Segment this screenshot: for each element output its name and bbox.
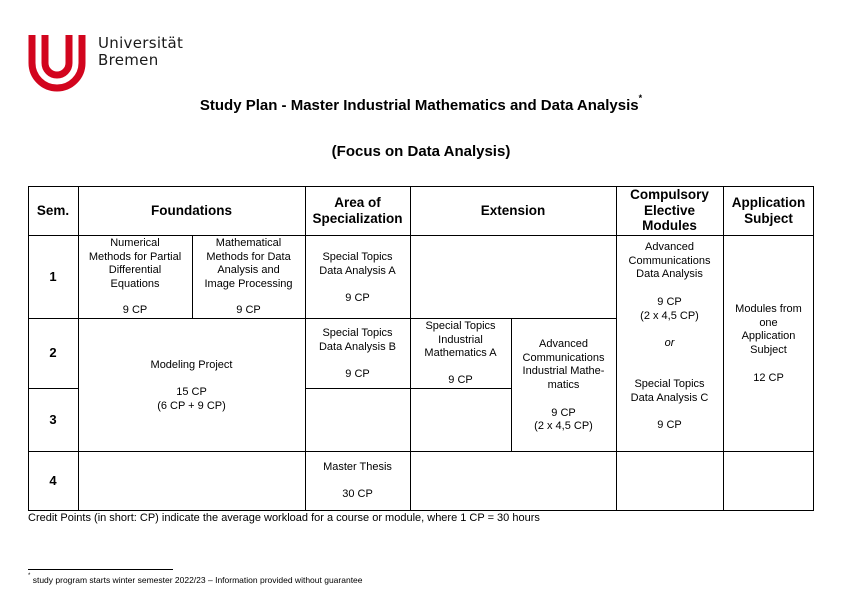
thesis-cp: 30 CP bbox=[342, 488, 373, 501]
header-app-line1: Application bbox=[731, 195, 806, 210]
module-master-thesis bbox=[305, 461, 410, 510]
header-foundations-label: Foundations bbox=[151, 202, 232, 218]
adv-comm-da-cp-split: (2 x 4,5 CP) bbox=[640, 309, 699, 322]
special-b-line2: Data Analysis B bbox=[318, 340, 397, 353]
footnote-mark: * bbox=[28, 573, 31, 580]
module-special-topics-da-a bbox=[305, 251, 410, 318]
alternative-or: or bbox=[664, 336, 675, 349]
header-sem bbox=[28, 186, 78, 235]
app-line4: Subject bbox=[750, 344, 787, 357]
header-foundations bbox=[78, 186, 305, 235]
page-subtitle: (Focus on Data Analysis) bbox=[331, 143, 511, 160]
footnote bbox=[28, 575, 363, 585]
semester-4-label: 4 bbox=[49, 472, 57, 488]
module-numerical-methods bbox=[78, 237, 192, 318]
special-c-line1: Special Topics bbox=[634, 377, 705, 390]
university-name bbox=[98, 35, 183, 69]
adv-comm-im-cp-split: (2 x 4,5 CP) bbox=[534, 420, 593, 433]
module-advanced-comm-im bbox=[511, 338, 616, 451]
special-a-line2: Data Analysis A bbox=[319, 264, 396, 277]
adv-comm-im-line2: Communications bbox=[522, 351, 605, 364]
module-application-subject bbox=[723, 303, 814, 451]
special-b-line1: Special Topics bbox=[322, 327, 393, 339]
module-special-topics-im-a bbox=[410, 320, 511, 388]
app-cp: 12 CP bbox=[753, 371, 784, 384]
header-sem-label: Sem. bbox=[36, 202, 70, 218]
university-name-line1: Universität bbox=[98, 34, 184, 52]
header-area-of-specialization bbox=[305, 186, 410, 235]
header-extension-label: Extension bbox=[480, 202, 546, 218]
semester-1-label: 1 bbox=[49, 268, 57, 284]
header-extension bbox=[410, 186, 616, 235]
mathematical-line4: Image Processing bbox=[204, 278, 293, 291]
app-line1: Modules from bbox=[735, 303, 802, 315]
mathematical-line3: Analysis and bbox=[217, 264, 280, 277]
semester-2 bbox=[28, 318, 78, 388]
footnote-text: study program starts winter semester 2022/23 – Information provided without guarantee bbox=[32, 575, 363, 585]
app-line3: Application bbox=[741, 330, 796, 343]
module-special-topics-da-b bbox=[305, 327, 410, 388]
modeling-cp: 15 CP bbox=[176, 386, 207, 399]
special-ind-line1: Special Topics bbox=[425, 320, 496, 332]
semester-1 bbox=[28, 235, 78, 318]
special-a-cp: 9 CP bbox=[345, 292, 370, 305]
module-mathematical-methods bbox=[192, 237, 305, 318]
adv-comm-im-line4: matics bbox=[547, 379, 580, 392]
thesis-title: Master Thesis bbox=[323, 461, 392, 473]
header-compulsory-elective bbox=[616, 186, 723, 235]
numerical-line1: Numerical bbox=[110, 237, 160, 249]
numerical-cp: 9 CP bbox=[122, 304, 148, 317]
header-comp-line2: Elective bbox=[643, 202, 696, 218]
university-logo-icon bbox=[28, 35, 86, 93]
adv-comm-im-line3: Industrial Mathe- bbox=[522, 365, 605, 378]
special-ind-cp: 9 CP bbox=[448, 374, 473, 387]
modeling-title: Modeling Project bbox=[150, 359, 233, 371]
adv-comm-da-line1: Advanced bbox=[645, 241, 694, 253]
special-c-line2: Data Analysis C bbox=[630, 391, 709, 404]
semester-2-label: 2 bbox=[49, 345, 57, 361]
footnote-divider bbox=[28, 569, 173, 570]
module-modeling-project bbox=[78, 359, 305, 451]
modeling-cp-split: (6 CP + 9 CP) bbox=[157, 400, 226, 413]
title-footnote-mark: * bbox=[638, 93, 643, 103]
special-b-cp: 9 CP bbox=[345, 368, 370, 381]
header-area-line1: Area of bbox=[334, 195, 381, 210]
adv-comm-im-cp: 9 CP bbox=[551, 406, 576, 419]
mathematical-line1: Mathematical bbox=[215, 237, 282, 249]
semester-3-label: 3 bbox=[49, 411, 57, 427]
header-application-subject bbox=[723, 186, 814, 235]
special-ind-line3: Mathematics A bbox=[424, 347, 497, 360]
module-compulsory-elective bbox=[616, 241, 723, 451]
header-comp-line3: Modules bbox=[642, 218, 697, 234]
adv-comm-da-line2: Communications bbox=[628, 254, 711, 267]
header-comp-line1: Compulsory bbox=[630, 187, 709, 203]
numerical-line2: Methods for Partial bbox=[88, 250, 182, 263]
special-a-line1: Special Topics bbox=[322, 251, 393, 263]
header-area-line2: Specialization bbox=[312, 210, 403, 226]
credit-points-note: Credit Points (in short: CP) indicate the average workload for a course or module, where 1 CP = 30 hours bbox=[28, 512, 540, 524]
numerical-line3: Differential bbox=[108, 264, 162, 277]
header-app-line2: Subject bbox=[744, 210, 793, 226]
university-logo bbox=[28, 35, 188, 93]
adv-comm-da-line3: Data Analysis bbox=[636, 268, 703, 281]
mathematical-line2: Methods for Data bbox=[206, 250, 291, 263]
semester-4 bbox=[28, 451, 78, 510]
university-name-line2: Bremen bbox=[98, 51, 159, 69]
special-ind-line2: Industrial bbox=[438, 333, 483, 346]
mathematical-cp: 9 CP bbox=[236, 304, 261, 317]
adv-comm-da-cp: 9 CP bbox=[657, 295, 682, 308]
adv-comm-im-line1: Advanced bbox=[539, 338, 588, 350]
app-line2: one bbox=[759, 316, 778, 329]
page-title-text: Study Plan - Master Industrial Mathematics and Data Analysis bbox=[199, 97, 639, 114]
special-c-cp: 9 CP bbox=[657, 419, 682, 432]
page-title bbox=[0, 93, 842, 114]
numerical-line4: Equations bbox=[110, 278, 160, 291]
semester-3 bbox=[28, 388, 78, 451]
